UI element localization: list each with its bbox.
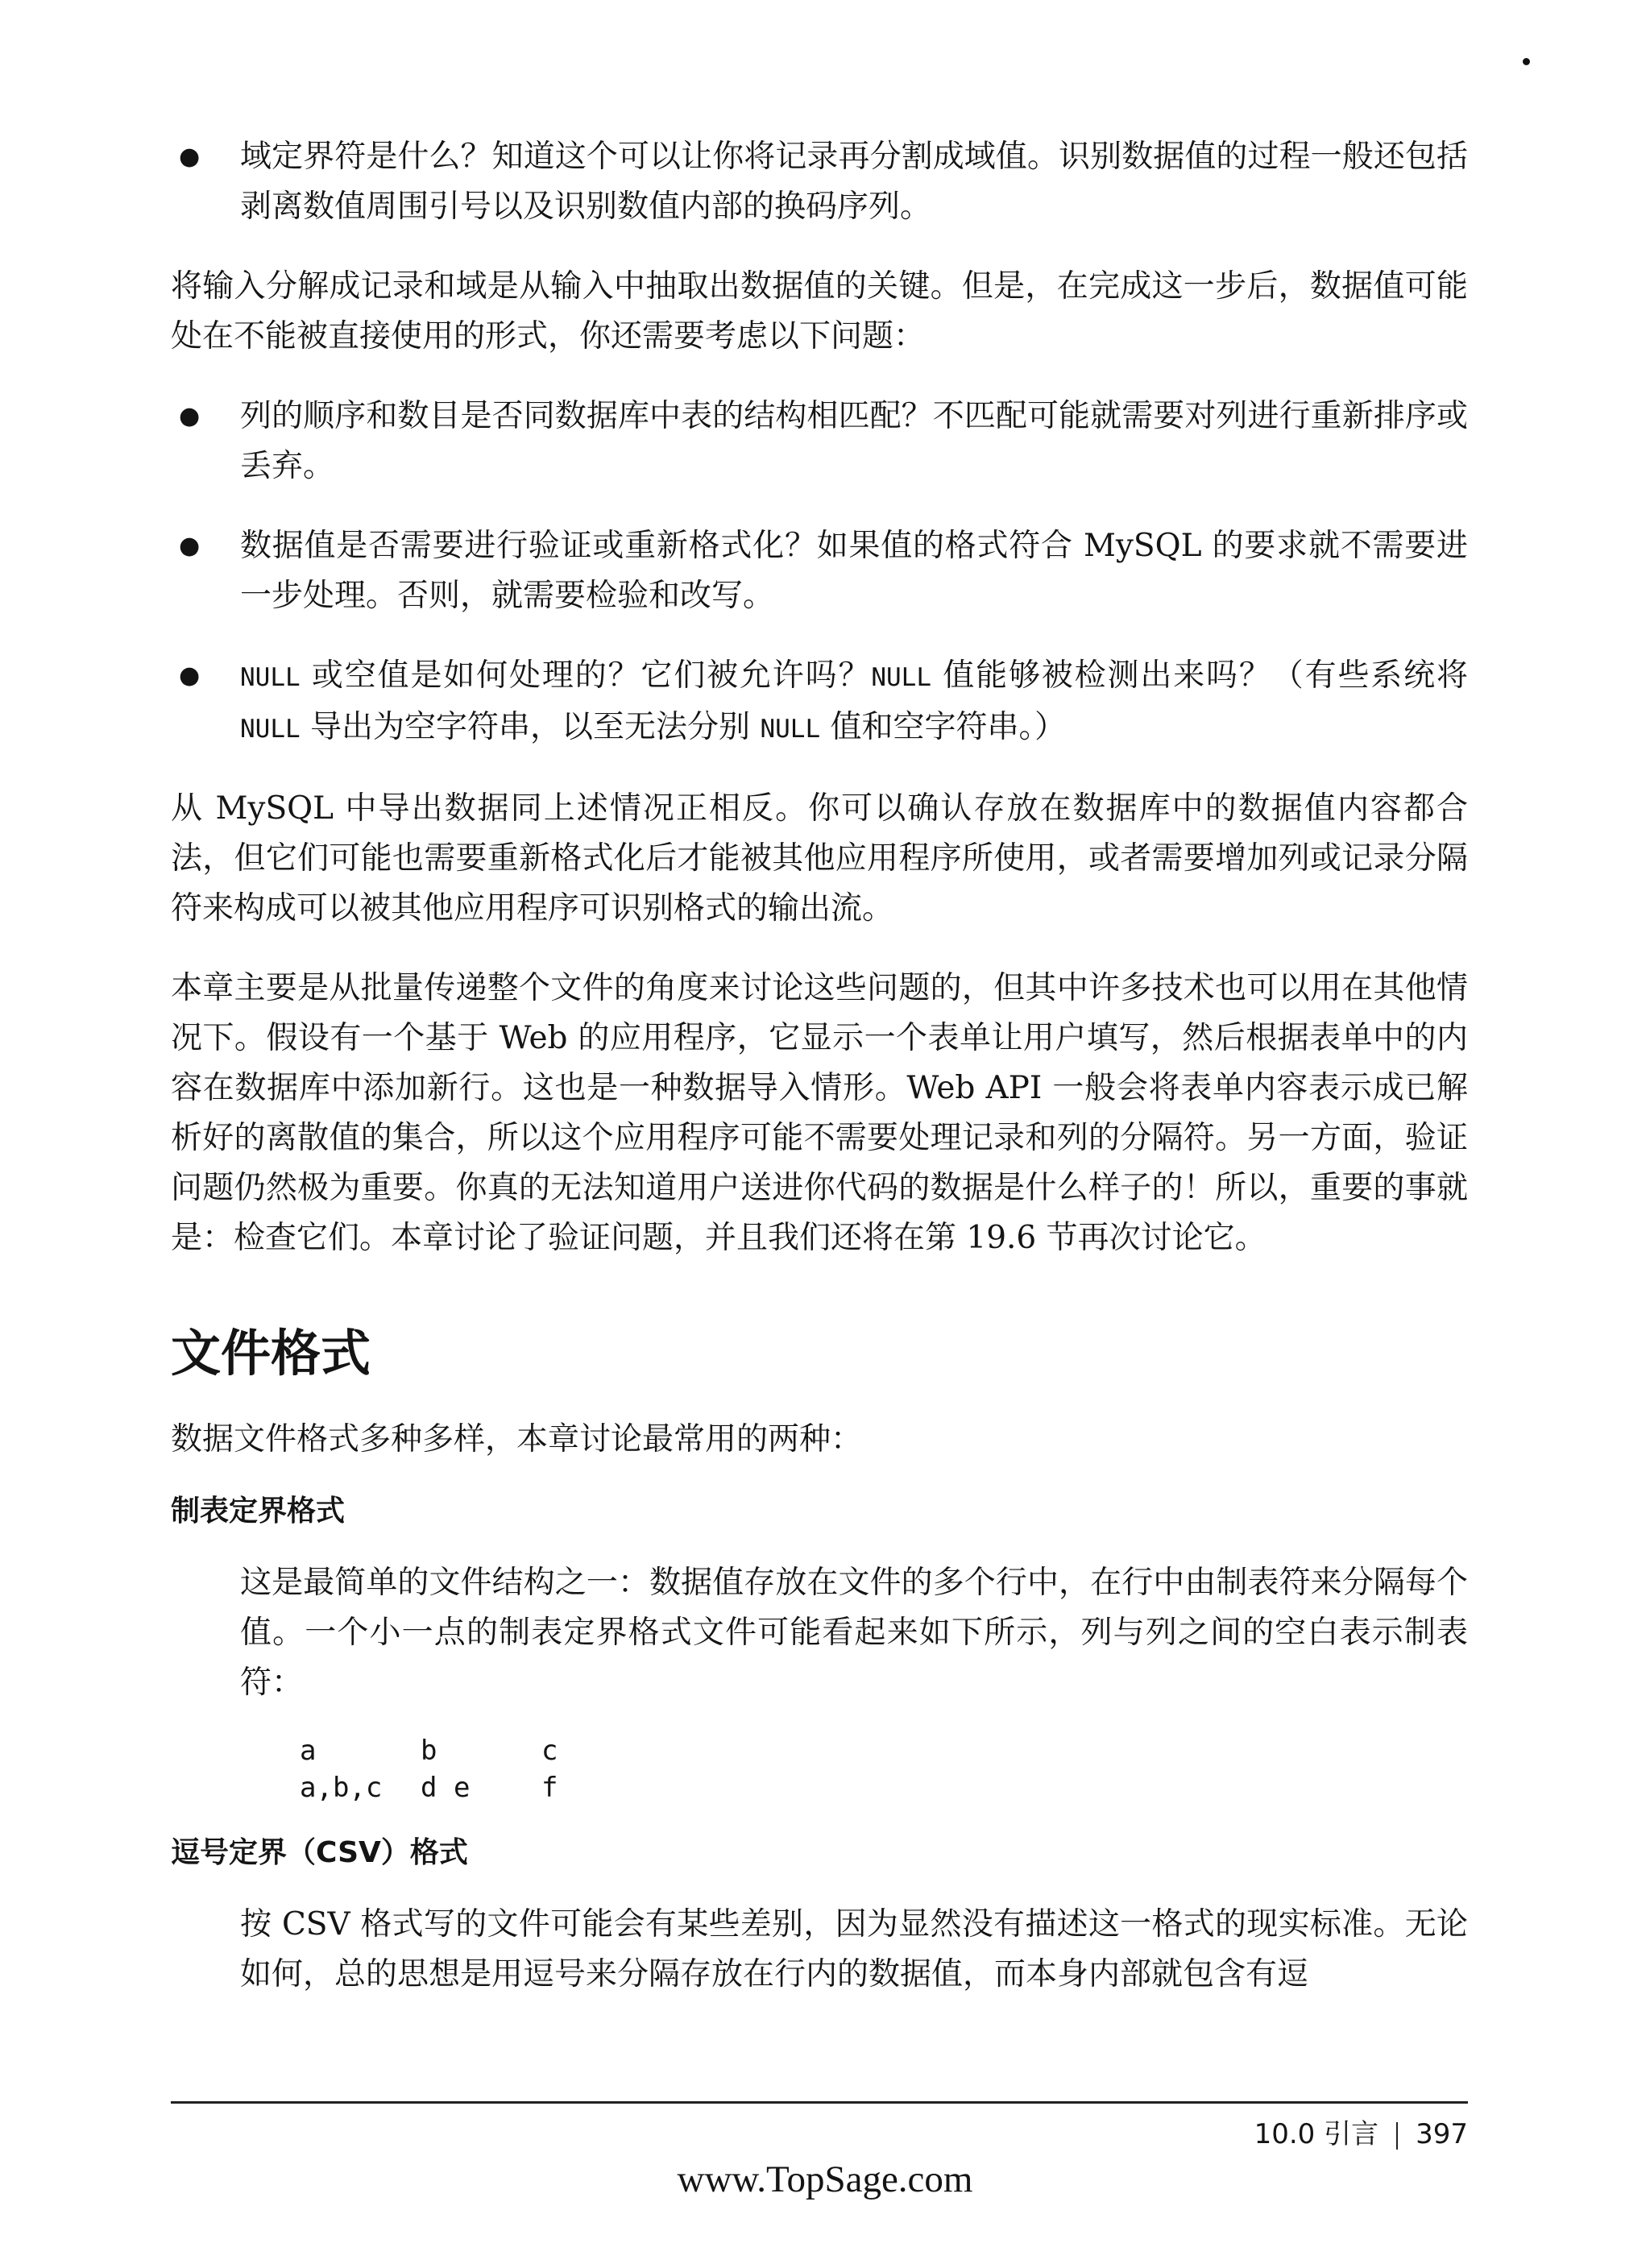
bullet-item <box>171 521 1468 621</box>
paragraph-intro: 将输入分解成记录和域是从输入中抽取出数据值的关键。但是，在完成这一步后，数据值可能处在不能被直接使用的形式，你还需要考虑以下问题： <box>171 268 1468 355</box>
bullet-item-null <box>171 651 1468 754</box>
page-body <box>171 132 1468 2000</box>
watermark-url: www.TopSage.com <box>677 2158 973 2200</box>
tab-example-block <box>171 1732 1468 1806</box>
page-number: 397 <box>1416 2118 1468 2150</box>
null-keyword: NULL <box>871 663 931 692</box>
bullet-icon: ● <box>179 143 201 171</box>
code-cell: d e <box>421 1772 471 1804</box>
bullet-icon: ● <box>179 532 201 560</box>
null-keyword: NULL <box>760 715 821 744</box>
tab-format-description: 这是最简单的文件结构之一：数据值存放在文件的多个行中，在行中由制表符来分隔每个值。一个小一点的制表定界格式文件可能看起来如下所示，列与列之间的空白表示制表符： <box>240 1565 1468 1701</box>
code-cell: b <box>421 1735 437 1767</box>
scan-speck <box>1523 58 1530 65</box>
bullet-text: 列的顺序和数目是否同数据库中表的结构相匹配？不匹配可能就需要对列进行重新排序或丢弃。 <box>240 398 1468 484</box>
section-title: 文件格式 <box>171 1324 371 1383</box>
section-intro: 数据文件格式多种多样，本章讨论最常用的两种： <box>171 1421 863 1457</box>
csv-format-heading: 逗号定界（CSV）格式 <box>171 1836 468 1869</box>
bullet-text: 值和空字符串。） <box>820 709 1067 745</box>
paragraph-chapter: 本章主要是从批量传递整个文件的角度来讨论这些问题的，但其中许多技术也可以用在其他情况下。假设有一个基于 Web 的应用程序，它显示一个表单让用户填写，然后根据表单中的内容在数据库中添加新行。这也是一种数据导入情形。Web API 一般会将表单内容表示成已解析好的离散值的集合，所以这个应用程序可能不需要处理记录和列的分隔符。另一方面，验证问题仍然极为重要。你真的无法知道用户送进你代码的数据是什么样子的！所以，重要的事就是：检查它们。本章讨论了验证问题，并且我们还将在第 19.6 节再次讨论它。 <box>171 970 1468 1256</box>
bullet-text: 值能够被检测出来吗？（有些系统将 <box>931 657 1468 694</box>
code-cell: f <box>541 1772 558 1804</box>
bullet-text: 或空值是如何处理的？它们被允许吗？ <box>300 657 872 694</box>
bullet-text: 域定界符是什么？知道这个可以让你将记录再分割成域值。识别数据值的过程一般还包括剥离数值周围引号以及识别数值内部的换码序列。 <box>240 139 1468 225</box>
csv-format-description: 按 CSV 格式写的文件可能会有某些差别，因为显然没有描述这一格式的现实标准。无论如何，总的思想是用逗号来分隔存放在行内的数据值，而本身内部就包含有逗 <box>240 1906 1468 1992</box>
footer-separator <box>1396 2122 1398 2150</box>
null-keyword: NULL <box>240 715 301 744</box>
bullet-item <box>171 132 1468 232</box>
running-footer <box>1254 2117 1468 2152</box>
code-cell: a,b,c <box>300 1772 383 1804</box>
bullet-icon: ● <box>179 402 201 430</box>
bullet-item <box>171 392 1468 491</box>
bullet-text: 数据值是否需要进行验证或重新格式化？如果值的格式符合 MySQL 的要求就不需要进一步处理。否则，就需要检验和改写。 <box>240 528 1468 614</box>
paragraph-export: 从 MySQL 中导出数据同上述情况正相反。你可以确认存放在数据库中的数据值内容都合法，但它们可能也需要重新格式化后才能被其他应用程序所使用，或者需要增加列或记录分隔符来构成可以被其他应用程序可识别格式的输出流。 <box>171 790 1468 927</box>
footer-rule <box>171 2101 1468 2104</box>
null-keyword: NULL <box>240 663 301 692</box>
code-cell: a <box>300 1735 317 1767</box>
bullet-icon: ● <box>179 661 201 690</box>
tab-format-heading: 制表定界格式 <box>171 1495 346 1528</box>
footer-section-label: 10.0 引言 <box>1254 2118 1379 2150</box>
bullet-text: 导出为空字符串，以至无法分别 <box>300 709 761 745</box>
code-cell: c <box>541 1735 558 1767</box>
